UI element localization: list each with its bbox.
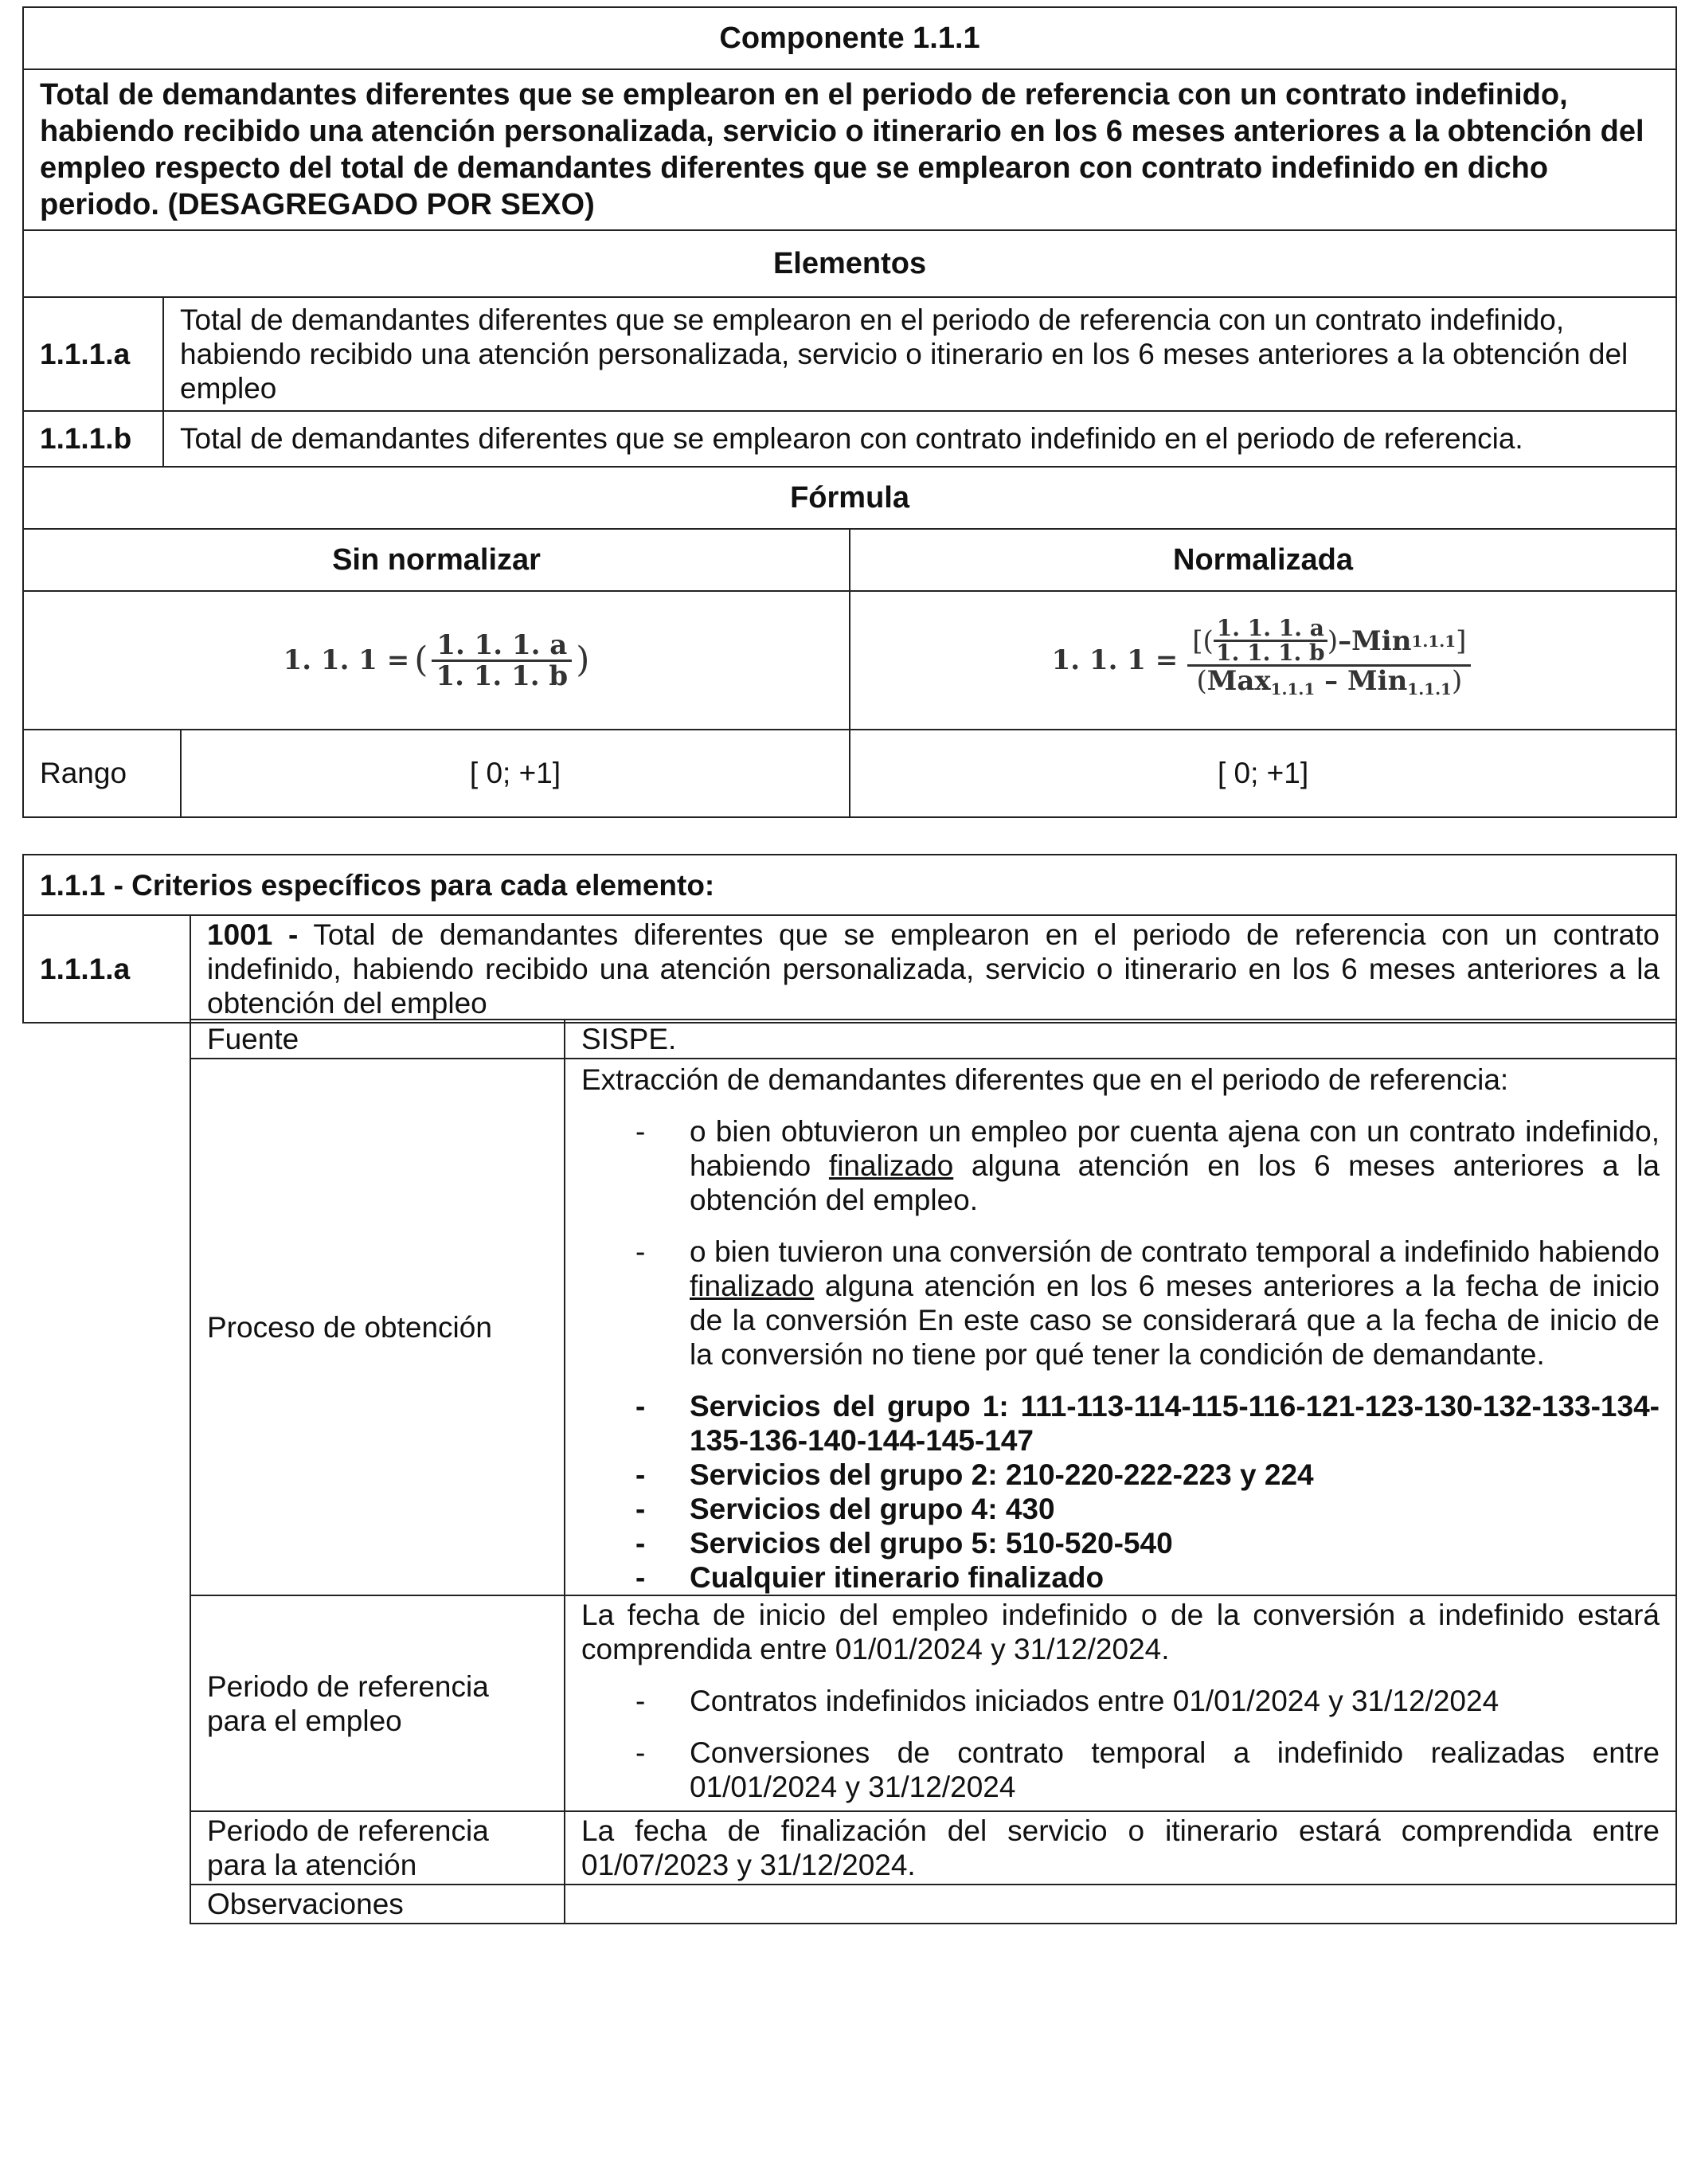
criterios-detail-table xyxy=(190,1019,1677,1924)
list-item: - o bien tuvieron una conversión de contrato temporal a indefinido habiendo finalizado alguna atención en los 6 meses anteriores a la fecha de inicio de la conversión En este caso se considerará que a la fecha de inicio de la conversión no tiene por qué tener la condición de demandante. xyxy=(581,1235,1660,1372)
formula-normalizada: 1. 1. 1 = [( 1. 1. 1. a 1. 1. 1. b ) – Min 1.1.1 ] (Max$_{1.1.1}$ – Min$_{1.1.1}$) xyxy=(850,591,1676,730)
observaciones-value xyxy=(565,1885,1676,1924)
proceso-value: Extracción de demandantes diferentes que en el periodo de referencia: - o bien obtuvieron un empleo por cuenta ajena con un contrato indefinido, habiendo finalizado alguna atención en los 6 meses anteriores a la obtención del empleo. - o bien tuvieron una conversión de contrato temporal a indefinido habiendo finalizado alguna atención en los 6 meses anteriores a la fecha de inicio de la conversión En este caso se considerará que a la fecha de inicio de la conversión no tiene por qué tener la condición de demandante. - Servicios del grupo 1: 111-113-114-115-116-121-123-130-132-133-134-135-136-140-144-145-147 - Servicios del grupo 2: 210-220-222-223 y 224 - Servicios del grupo 4: 430 - Servicios del grupo 5: 510-520-540 - Cualquier itinerario finalizado xyxy=(565,1059,1676,1595)
fuente-label: Fuente xyxy=(190,1020,565,1059)
criterio-element: 1001 - Total de demandantes diferentes que se emplearon en el periodo de referencia con un contrato indefinido, habiendo recibido una atención personalizada, servicio o itinerario en los 6 meses anteriores a la obtención del empleo xyxy=(190,915,1676,1023)
periodo-atencion-value: La fecha de finalización del servicio o itinerario estará comprendida entre 01/07/2023 y 31/12/2024. xyxy=(565,1811,1676,1885)
servicios-list xyxy=(581,1389,1660,1595)
list-item: - Servicios del grupo 5: 510-520-540 xyxy=(581,1526,1660,1560)
componente-title: Total de demandantes diferentes que se emplearon en el periodo de referencia con un contrato indefinido, habiendo recibido una atención personalizada, servicio o itinerario en los 6 meses anteriores a la obtención del empleo respecto del total de demandantes diferentes que se emplearon con contrato indefinido en dicho periodo. (DESAGREGADO POR SEXO) xyxy=(23,69,1676,230)
list-item: - Servicios del grupo 4: 430 xyxy=(581,1492,1660,1526)
elemento-row xyxy=(23,411,1676,467)
componente-table xyxy=(22,6,1677,818)
periodo-empleo-list xyxy=(581,1684,1660,1804)
periodo-empleo-label: Periodo de referencia para el empleo xyxy=(190,1595,565,1811)
normalizada-header: Normalizada xyxy=(850,529,1676,591)
elemento-text: Total de demandantes diferentes que se emplearon con contrato indefinido en el periodo de referencia. xyxy=(163,411,1676,467)
fuente-value: SISPE. xyxy=(565,1020,1676,1059)
formula-header: Fórmula xyxy=(23,467,1676,529)
criterios-table xyxy=(22,854,1677,1024)
elemento-row xyxy=(23,297,1676,411)
periodo-empleo-value: La fecha de inicio del empleo indefinido o de la conversión a indefinido estará comprendida entre 01/01/2024 y 31/12/2024. - Contratos indefinidos iniciados entre 01/01/2024 y 31/12/2024 - Conversiones de contrato temporal a indefinido realizadas entre 01/01/2024 y 31/12/2024 xyxy=(565,1595,1676,1811)
list-item: - Contratos indefinidos iniciados entre 01/01/2024 y 31/12/2024 xyxy=(581,1684,1660,1718)
rango-sin-normalizar: [ 0; +1] xyxy=(181,730,850,817)
criterio-code: 1.1.1.a xyxy=(23,915,190,1023)
list-item: - o bien obtuvieron un empleo por cuenta ajena con un contrato indefinido, habiendo finalizado alguna atención en los 6 meses anteriores a la obtención del empleo. xyxy=(581,1114,1660,1217)
rango-label: Rango xyxy=(23,730,181,817)
componente-header: Componente 1.1.1 xyxy=(23,7,1676,69)
sin-normalizar-header: Sin normalizar xyxy=(23,529,850,591)
criterios-header: 1.1.1 - Criterios específicos para cada elemento: xyxy=(23,855,1676,915)
list-item: - Servicios del grupo 2: 210-220-222-223 y 224 xyxy=(581,1458,1660,1492)
rango-normalizada: [ 0; +1] xyxy=(850,730,1676,817)
periodo-atencion-label: Periodo de referencia para la atención xyxy=(190,1811,565,1885)
elemento-code: 1.1.1.a xyxy=(23,297,163,411)
elementos-header: Elementos xyxy=(23,230,1676,297)
list-item: - Servicios del grupo 1: 111-113-114-115-116-121-123-130-132-133-134-135-136-140-144-145-147 xyxy=(581,1389,1660,1458)
proceso-label: Proceso de obtención xyxy=(190,1059,565,1595)
list-item: - Cualquier itinerario finalizado xyxy=(581,1560,1660,1595)
elemento-code: 1.1.1.b xyxy=(23,411,163,467)
proceso-list xyxy=(581,1114,1660,1372)
elemento-text: Total de demandantes diferentes que se emplearon en el periodo de referencia con un contrato indefinido, habiendo recibido una atención personalizada, servicio o itinerario en los 6 meses anteriores a la obtención del empleo xyxy=(163,297,1676,411)
formula-sin-normalizar: 1. 1. 1 = ( $\frac{1. 1. 1. a}{1. 1. 1. b}$ ) xyxy=(23,591,850,730)
observaciones-label: Observaciones xyxy=(190,1885,565,1924)
list-item: - Conversiones de contrato temporal a indefinido realizadas entre 01/01/2024 y 31/12/2024 xyxy=(581,1736,1660,1804)
